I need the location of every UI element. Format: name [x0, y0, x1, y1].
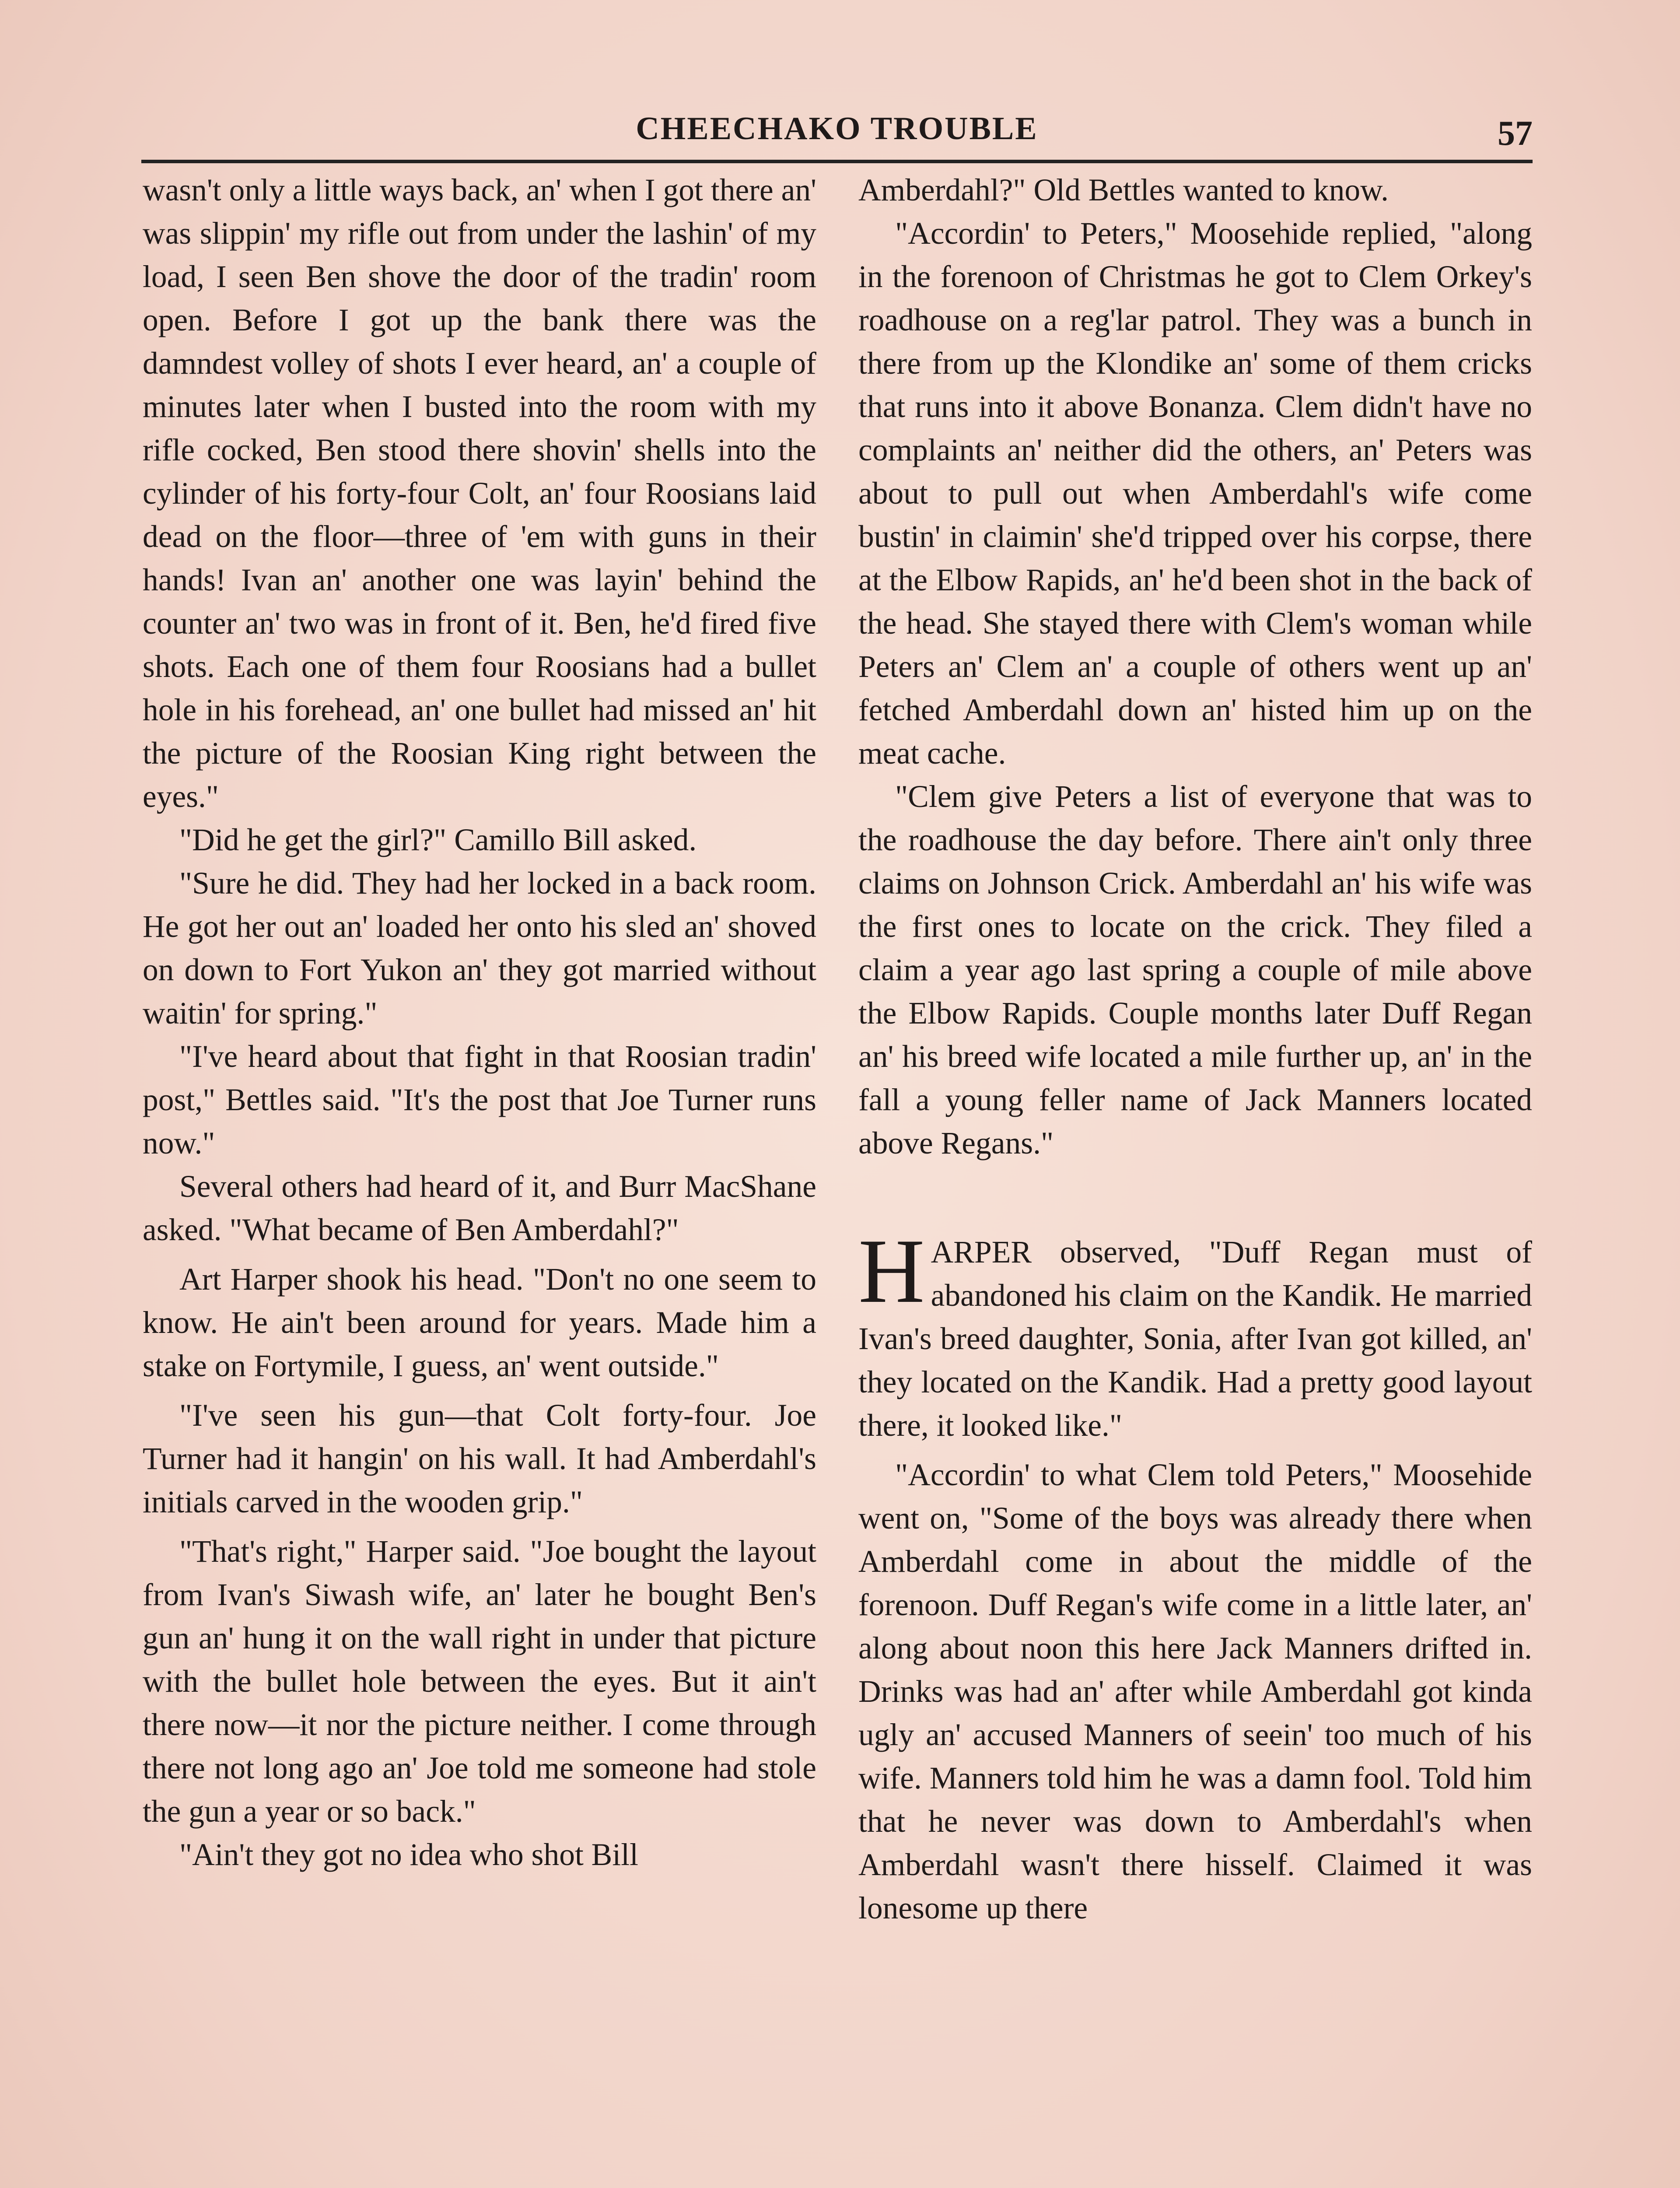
paragraph: "That's right," Harper said. "Joe bought the layout from Ivan's Siwash wife, an' later he bought Ben's gun an' hung it on the wall right in under that picture with the bullet hole between the eyes. But it ain't there now—it nor the picture neither. I come through there not long ago an' Joe told me someone had stole the gun a year or so back." — [143, 1534, 816, 1829]
right-column — [858, 168, 1532, 1930]
paragraph: "I've heard about that fight in that Roosian tradin' post," Bettles said. "It's the post that Joe Turner runs now." — [143, 1039, 816, 1161]
left-column — [143, 168, 816, 1876]
paragraph: "I've seen his gun—that Colt forty-four. Joe Turner had it hangin' on his wall. It had Amberdahl's initials carved in the wooden grip." — [143, 1398, 816, 1519]
running-title: CHEECHAKO TROUBLE — [636, 111, 1038, 147]
section-paragraph — [858, 1220, 1532, 1447]
paragraph: Several others had heard of it, and Burr MacShane asked. "What became of Ben Amberdahl?" — [143, 1169, 816, 1247]
paragraph: "Clem give Peters a list of everyone that was to the roadhouse the day before. There ain't only three claims on Johnson Crick. Amberdahl an' his wife was the first ones to locate on the crick. They filed a claim a year ago last spring a couple of mile above the Elbow Rapids. Couple months later Duff Regan an' his breed wife located a mile further up, an' in the fall a young feller name of Jack Manners located above Regans." — [858, 779, 1532, 1161]
page-header — [141, 94, 1533, 163]
paragraph: "Accordin' to Peters," Moosehide replied, "along in the forenoon of Christmas he got to Clem Orkey's roadhouse on a reg'lar patrol. They was a bunch in there from up the Klondike an' some of them cricks that runs into it above Bonanza. Clem didn't have no complaints an' neither did the others, an' Peters was about to pull out when Amberdahl's wife come bustin' in claimin' she'd tripped over his corpse, there at the Elbow Rapids, an' he'd been shot in the back of the head. She stayed there with Clem's woman while Peters an' Clem an' a couple of others went up an' fetched Amberdahl down an' histed him up on the meat cache. — [858, 216, 1532, 771]
paragraph-text: ARPER observed, "Duff Regan must of abandoned his claim on the Kandik. He married Ivan's breed daughter, Sonia, after Ivan got killed, an' they located on the Kandik. Had a pretty good layout there, it looked like." — [858, 1235, 1532, 1443]
paragraph: Amberdahl?" Old Bettles wanted to know. — [858, 173, 1389, 207]
paragraph: "Ain't they got no idea who shot Bill — [179, 1837, 638, 1872]
paragraph: "Sure he did. They had her locked in a back room. He got her out an' loaded her onto his sled an' shoved on down to Fort Yukon an' they got married without waitin' for spring." — [143, 866, 816, 1031]
paragraph: wasn't only a little ways back, an' when I got there an' was slippin' my rifle out from under the lashin' of my load, I seen Ben shove the door of the tradin' room open. Before I got up the bank there was the damndest volley of shots I ever heard, an' a couple of minutes later when I busted into the room with my rifle cocked, Ben stood there shovin' shells into the cylinder of his forty-four Colt, an' four Roosians laid dead on the floor—three of 'em with guns in their hands! Ivan an' another one was layin' behind the counter an' two was in front of it. Ben, he'd fired five shots. Each one of them four Roosians had a bullet hole in his forehead, an' one bullet had missed an' hit the picture of the Roosian King right between the eyes." — [143, 173, 816, 814]
paragraph: "Did he get the girl?" Camillo Bill asked. — [179, 823, 697, 857]
paragraph: "Accordin' to what Clem told Peters," Moosehide went on, "Some of the boys was already there when Amberdahl come in about the middle of the forenoon. Duff Regan's wife come in a little later, an' along about noon this here Jack Manners drifted in. Drinks was had an' after while Amberdahl got kinda ugly an' accused Manners of seein' too much of his wife. Manners told him he was a damn fool. Told him that he never was down to Amberdahl's when Amberdahl wasn't there hisself. Claimed it was lonesome up there — [858, 1458, 1532, 1925]
drop-cap: H — [858, 1220, 925, 1322]
page-number: 57 — [1498, 114, 1533, 153]
paragraph: Art Harper shook his head. "Don't no one seem to know. He ain't been around for years. Made him a stake on Fortymile, I guess, an' went outside." — [143, 1262, 816, 1383]
